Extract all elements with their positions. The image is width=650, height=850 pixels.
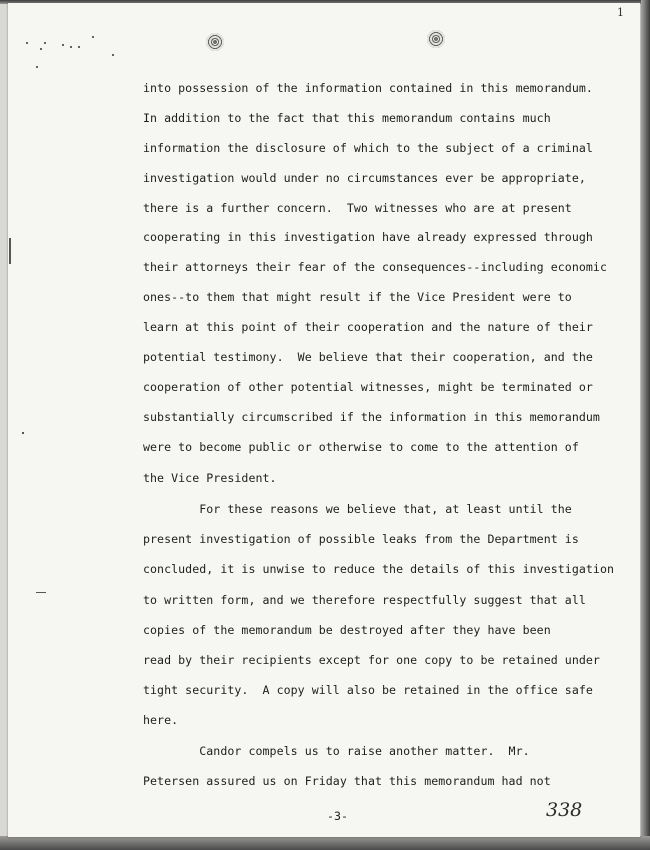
text-line: here. xyxy=(143,713,179,727)
text-line: Candor compels us to raise another matter. Mr. xyxy=(143,744,530,758)
text-line: ones--to them that might result if the Vice President were to xyxy=(143,290,572,304)
text-line: In addition to the fact that this memorandum contains much xyxy=(143,111,551,125)
text-line: into possession of the information contained in this memorandum. xyxy=(143,81,593,95)
text-line: learn at this point of their cooperation and the nature of their xyxy=(143,320,593,334)
text-line: copies of the memorandum be destroyed after they have been xyxy=(143,623,551,637)
text-line: were to become public or otherwise to come to the attention of xyxy=(143,440,579,454)
text-line: there is a further concern. Two witnesses who are at present xyxy=(143,201,572,215)
text-line: For these reasons we believe that, at least until the xyxy=(143,502,572,516)
text-line: investigation would under no circumstances ever be appropriate, xyxy=(143,171,586,185)
text-line: concluded, it is unwise to reduce the details of this investigation xyxy=(143,562,615,576)
text-line: their attorneys their fear of the consequences--including economic xyxy=(143,260,607,274)
corner-number: 1 xyxy=(617,6,624,19)
handwritten-page-number: 338 xyxy=(546,799,583,821)
text-line: to written form, and we therefore respectfully suggest that all xyxy=(143,593,586,607)
text-line: the Vice President. xyxy=(143,471,277,485)
text-line: potential testimony. We believe that their cooperation, and the xyxy=(143,350,593,364)
text-line: Petersen assured us on Friday that this memorandum had not xyxy=(143,774,551,788)
page-number: -3- xyxy=(327,809,348,823)
text-line: cooperation of other potential witnesses, might be terminated or xyxy=(143,380,593,394)
text-line: present investigation of possible leaks from the Department is xyxy=(143,532,579,546)
text-line: read by their recipients except for one copy to be retained under xyxy=(143,653,600,667)
text-line: tight security. A copy will also be retained in the office safe xyxy=(143,683,593,697)
text-line: information the disclosure of which to the subject of a criminal xyxy=(143,141,593,155)
text-line: cooperating in this investigation have already expressed through xyxy=(143,230,593,244)
text-line: substantially circumscribed if the information in this memorandum xyxy=(143,410,600,424)
